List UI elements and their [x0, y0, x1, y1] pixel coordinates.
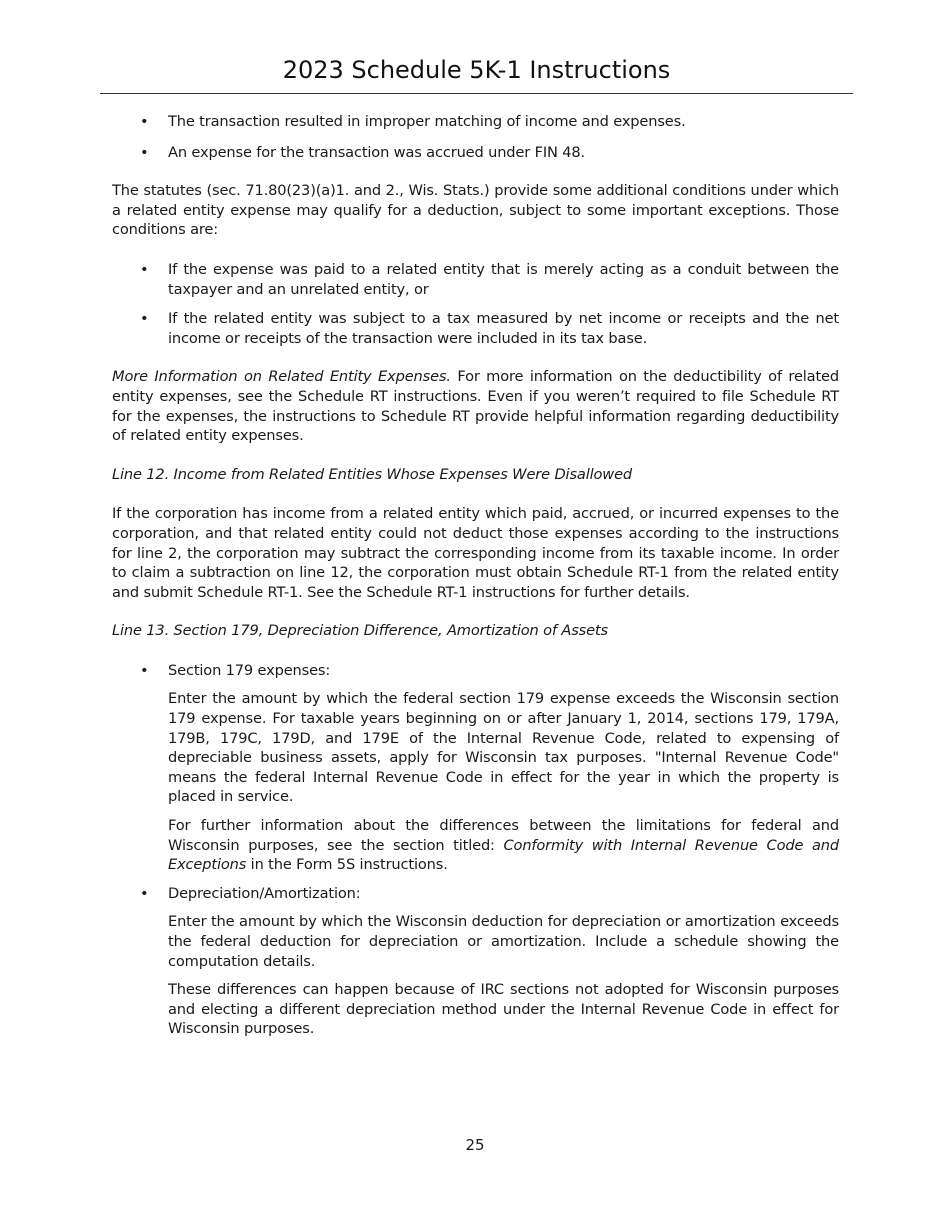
bullet-text: The transaction resulted in improper matching of income and expenses. — [168, 113, 686, 130]
more-info-paragraph — [112, 367, 839, 445]
list-item — [112, 661, 839, 875]
line12-paragraph: If the corporation has income from a related entity which paid, accrued, or incurred expenses to the corporation, and that related entity could not deduct those expenses according to the instructions for line 2, the corporation may subtract the corresponding income from its taxable income. In order to claim a subtraction on line 12, the corporation must obtain Schedule RT-1 from the related entity and submit Schedule RT-1. See the Schedule RT-1 instructions for further details. — [112, 505, 839, 601]
bullet-icon: • — [140, 113, 149, 130]
list-item — [112, 143, 839, 163]
bullet-text: If the expense was paid to a related entity that is merely acting as a conduit between the taxpayer and an unrelated entity, or — [168, 260, 839, 298]
bullet-icon: • — [140, 143, 149, 161]
depreciation-paragraph-1: Enter the amount by which the Wisconsin deduction for depreciation or amortization exceeds the federal deduction for depreciation or amortization. Include a schedule showing the computation details. — [168, 913, 839, 970]
depreciation-label: Depreciation/Amortization: — [168, 884, 361, 902]
bullet-icon: • — [140, 884, 149, 902]
bullet-icon: • — [140, 260, 149, 278]
line13-heading: Line 13. Section 179, Depreciation Difference, Amortization of Assets — [112, 622, 608, 640]
section179-para2-end: in the Form 5S instructions. — [246, 856, 448, 874]
line12-heading: Line 12. Income from Related Entities Whose Expenses Were Disallowed — [112, 465, 633, 483]
list-item — [112, 112, 839, 132]
section179-para2-start: For further information about the differences between the limitations for federal and Wisconsin purposes, see the section titled: — [168, 817, 839, 854]
top-bullet-list — [112, 112, 839, 162]
section179-label: Section 179 expenses: — [168, 661, 331, 679]
conformity-reference: Conformity with Internal Revenue Code and Exceptions — [168, 836, 839, 874]
header-divider — [100, 93, 853, 94]
section179-paragraph-2 — [168, 816, 839, 875]
page-title: 2023 Schedule 5K-1 Instructions — [282, 56, 671, 84]
section179-paragraph-1: Enter the amount by which the federal section 179 expense exceeds the Wisconsin section 179 expense. For taxable years beginning on or after January 1, 2014, sections 179, 179A, 179B, 179C, 179D, and 179E of the Internal Revenue Code, related to expensing of depreciable business assets, apply for Wisconsin tax purposes. "Internal Revenue Code" means the federal Internal Revenue Code in effect for the year in which the property is placed in service. — [168, 690, 839, 806]
depreciation-paragraph-2: These differences can happen because of IRC sections not adopted for Wisconsin purposes and electing a different depreciation method under the Internal Revenue Code in effect for Wisconsin purposes. — [168, 981, 839, 1038]
page-number: 25 — [465, 1136, 485, 1154]
list-item — [112, 884, 839, 1039]
list-item — [112, 309, 839, 348]
statutes-paragraph: The statutes (sec. 71.80(23)(a)1. and 2., Wis. Stats.) provide some additional conditions under which a related entity expense may qualify for a deduction, subject to some important exceptions. Those conditions are: — [112, 182, 839, 239]
bullet-icon: • — [140, 310, 149, 328]
list-item — [112, 260, 839, 299]
bullet-text: An expense for the transaction was accrued under FIN 48. — [168, 143, 585, 161]
conditions-bullet-list — [112, 260, 839, 348]
bullet-icon: • — [140, 661, 149, 679]
bullet-text: If the related entity was subject to a tax measured by net income or receipts and the net income or receipts of the transaction were included in its tax base. — [168, 310, 839, 347]
more-info-lead: More Information on Related Entity Expenses. — [112, 368, 451, 386]
line13-bullet-list — [112, 661, 839, 1039]
page-content — [112, 112, 839, 1039]
more-info-text: For more information on the deductibility of related entity expenses, see the Schedule RT instructions. Even if you weren’t required to file Schedule RT for the expenses, the instructions to Schedule RT provide helpful information regarding deductibility of related entity expenses. — [112, 368, 839, 445]
